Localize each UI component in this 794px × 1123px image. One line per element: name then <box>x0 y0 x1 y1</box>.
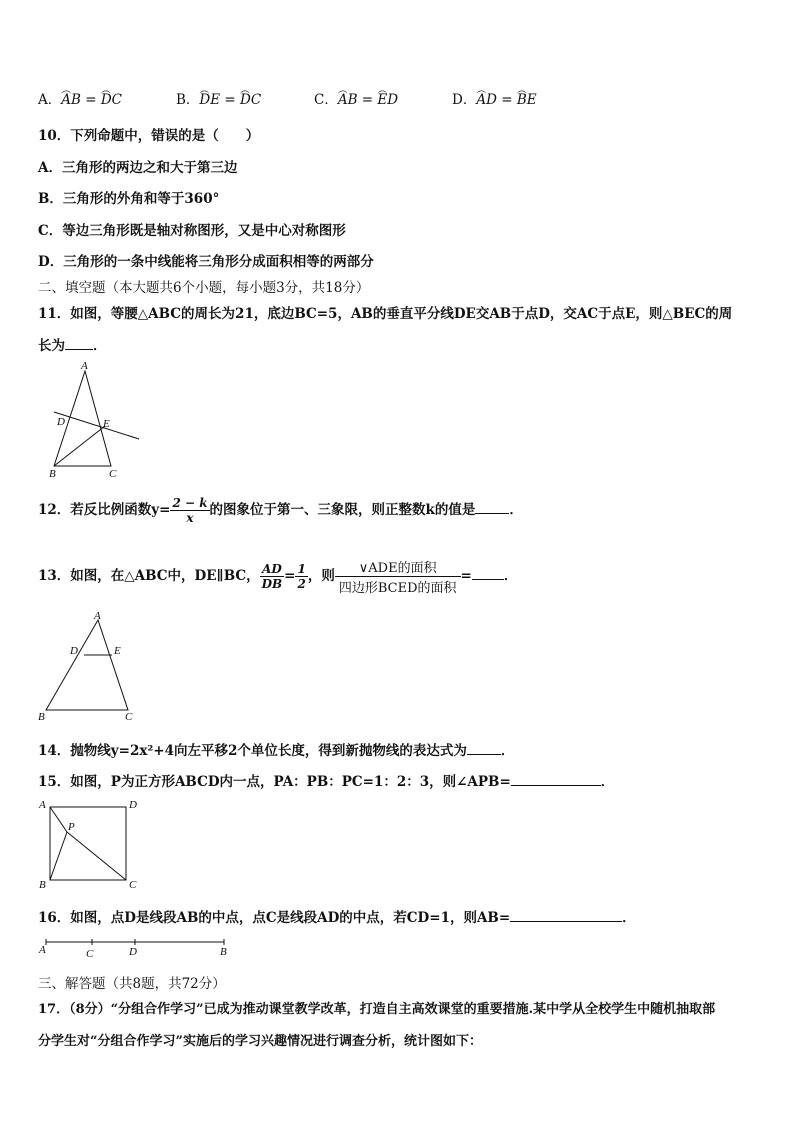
q16-label-d: D <box>129 946 137 958</box>
q14-line: 14．抛物线y=2x²+4向左平移2个单位长度，得到新抛物线的表达式为 ． <box>38 743 515 759</box>
q11-label-b: B <box>49 468 56 480</box>
section-3-heading: 三、解答题（共8题，共72分） <box>38 976 226 992</box>
q13-line: 13．如图，在△ABC中，DE∥BC， $\frac{AD}{DB}$ = $\frac{1}{2}$ ，则 ∨ADE的面积 四边形BCED的面积 = ． <box>38 557 517 596</box>
q9-option-b: B．︵ DE = ︵ DC <box>176 88 261 108</box>
section-2-heading: 二、填空题（本大题共6个小题，每小题3分，共18分） <box>38 280 370 296</box>
q15-label-p: P <box>68 821 75 833</box>
q16-label-b: B <box>220 946 227 958</box>
q11-line1: 11．如图，等腰△ABC的周长为21，底边BC=5，AB的垂直平分线DE交AB于点D，交AC于点E，则△BEC的周 <box>38 306 733 322</box>
q13-label-b: B <box>38 711 45 723</box>
q11-triangle-figure <box>45 360 145 480</box>
q15-answer-blank[interactable] <box>511 785 601 786</box>
q16-label-a: A <box>39 944 46 956</box>
q9-option-d: D．︵ AD = ︵ BE <box>452 88 537 108</box>
q16-answer-blank[interactable] <box>510 921 622 922</box>
q15-label-a: A <box>39 799 46 811</box>
q15-label-b: B <box>39 879 46 891</box>
q10-option-a: A．三角形的两边之和大于第三边 <box>38 160 238 176</box>
q17-line1: 17．（8分）“分组合作学习”已成为推动课堂教学改革，打造自主高效课堂的重要措施.某中学从全校学生中随机抽取部 <box>38 1002 716 1017</box>
q15-label-d: D <box>129 799 137 811</box>
q9-option-a: A．︵ AB = ︵ DC <box>38 88 122 108</box>
q10-option-b: B．三角形的外角和等于360° <box>38 191 220 207</box>
q16-segment-figure <box>36 932 236 962</box>
q12-line: 12．若反比例函数y= $\frac{2 - k}{x}$ 的图象位于第一、三象限，则正整数k的值是 ． <box>38 496 523 525</box>
q16-label-c: C <box>86 948 94 960</box>
q11-answer-blank[interactable] <box>65 349 93 350</box>
q16-line: 16．如图，点D是线段AB的中点，点C是线段AD的中点，若CD=1，则AB= ． <box>38 910 636 926</box>
q11-label-a: A <box>81 360 88 372</box>
q11-line2: 长为 ． <box>38 338 107 354</box>
q10-stem: 10．下列命题中，错误的是（ ） <box>38 128 260 144</box>
q10-option-c: C．等边三角形既是轴对称图形，又是中心对称图形 <box>38 223 346 239</box>
q13-label-c: C <box>125 711 133 723</box>
q15-line: 15．如图，P为正方形ABCD内一点，PA：PB：PC=1：2：3，则∠APB= ． <box>38 774 615 790</box>
q13-answer-blank[interactable] <box>472 579 504 580</box>
q9-option-c: C．︵ AB = ︵ ED <box>314 88 398 108</box>
q12-answer-blank[interactable] <box>475 513 509 514</box>
q13-label-e: E <box>114 645 121 657</box>
q13-triangle-figure <box>36 610 140 724</box>
q10-option-d: D．三角形的一条中线能将三角形分成面积相等的两部分 <box>38 254 374 270</box>
q11-label-e: E <box>103 418 110 430</box>
q14-answer-blank[interactable] <box>467 754 501 755</box>
q11-label-d: D <box>57 416 65 428</box>
q11-label-c: C <box>109 468 117 480</box>
q15-square-figure <box>36 796 146 892</box>
q17-line2: 分学生对“分组合作学习”实施后的学习兴趣情况进行调查分析，统计图如下： <box>38 1034 482 1049</box>
q13-label-d: D <box>70 645 78 657</box>
q15-label-c: C <box>129 879 137 891</box>
q13-label-a: A <box>94 610 101 622</box>
